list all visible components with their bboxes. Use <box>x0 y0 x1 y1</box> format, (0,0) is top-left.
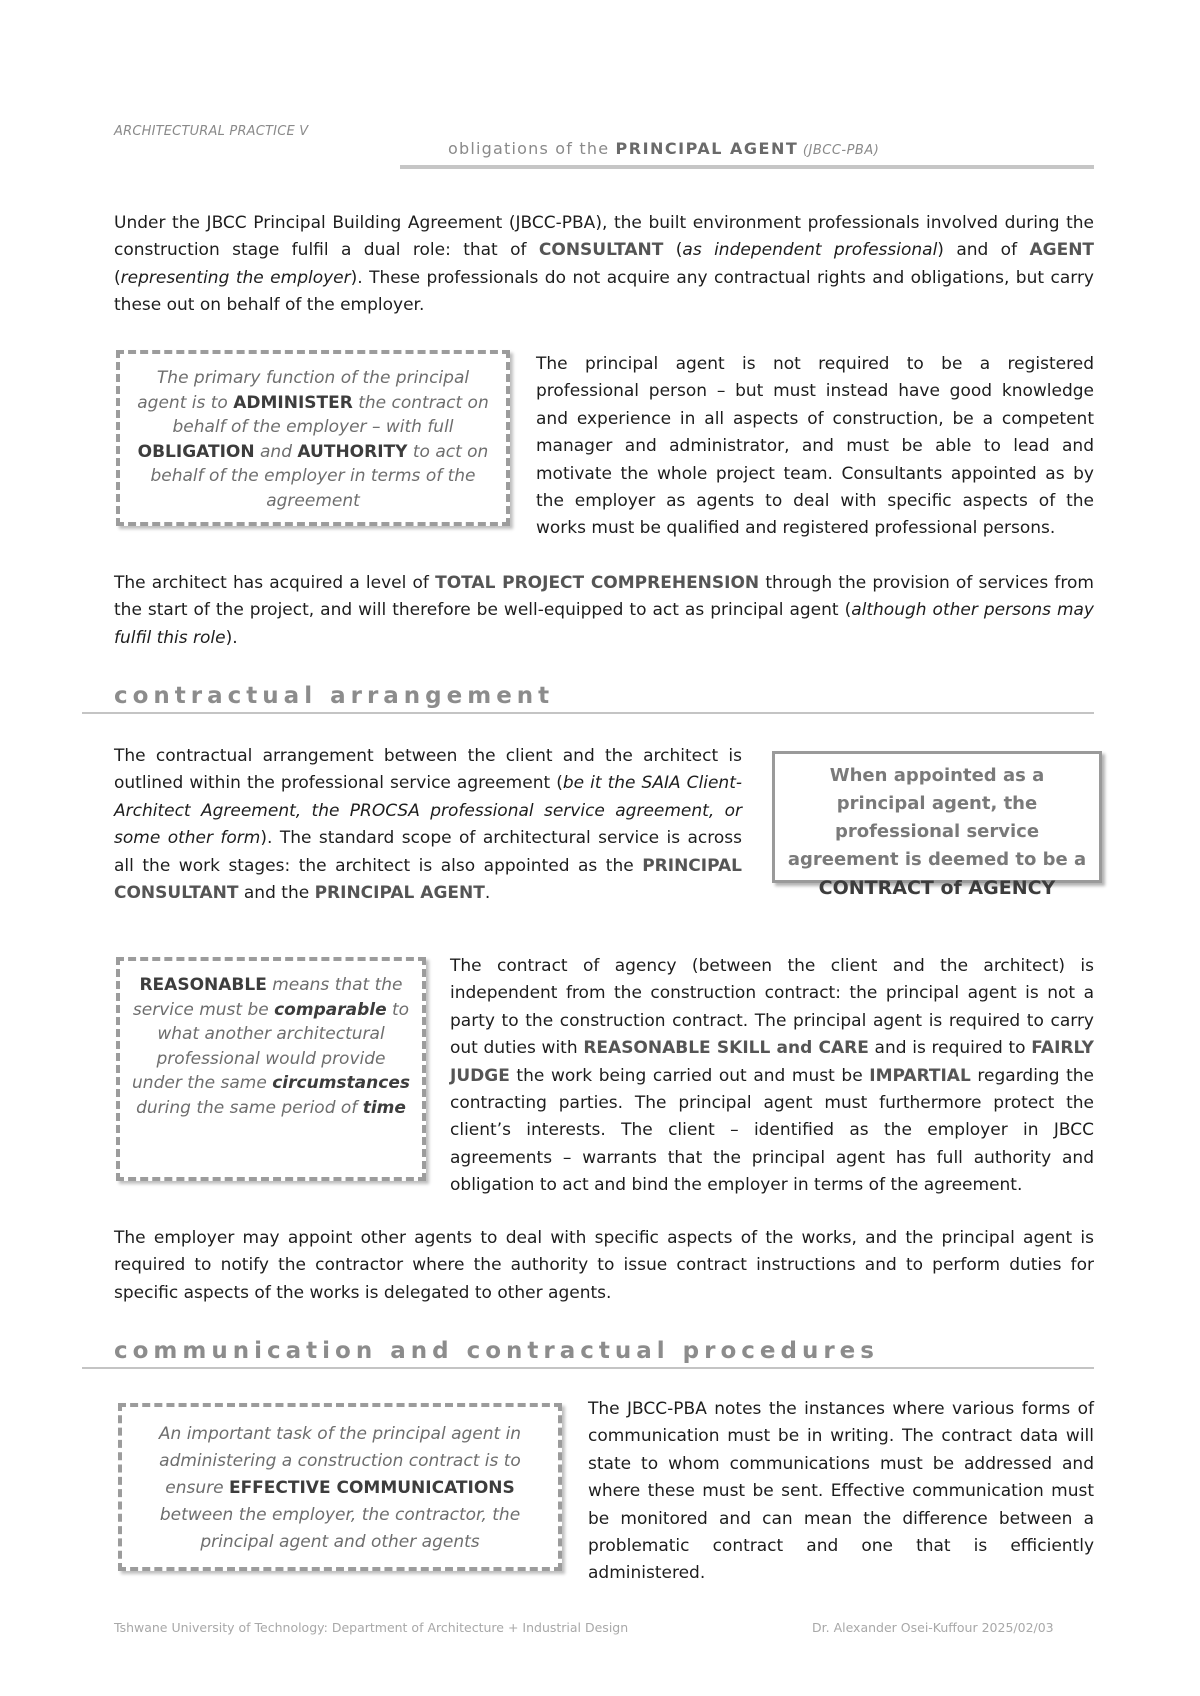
contract-of-agency-callout: When appointed as a principal agent, the professional service agreement is deemed to be a CONTRACT of AGENCY <box>772 751 1102 883</box>
principal-agent-requirements-paragraph: The principal agent is not required to be a registered professional person – but must instead have good knowledge and experience in all aspects of construction, be a competent manager and administrator, and must be able to lead and motivate the whole project team. Consultants appointed as by the employer as agents to deal with specific aspects of the works must be qualified and registered professional persons. <box>536 354 1094 539</box>
other-agents-paragraph: The employer may appoint other agents to deal with specific aspects of the works, and the principal agent is required to notify the contractor where the authority to issue contract instructions and to perform duties for specific aspects of the works is delegated to other agents. <box>114 1228 1094 1303</box>
page-title <box>448 139 879 158</box>
architect-comprehension-paragraph: The architect has acquired a level of TOTAL PROJECT COMPREHENSION through the provision of services from the start of the project, and will therefore be well-equipped to act as principal agent (although other persons may fulfil this role). <box>114 573 1094 648</box>
reasonable-definition-callout: REASONABLE means that the service must be comparable to what another architectural professional would provide under the same circumstances during the same period of time <box>116 957 426 1181</box>
section-divider <box>82 1367 1094 1369</box>
contractual-arrangement-paragraph: The contractual arrangement between the client and the architect is outlined within the professional service agreement (be it the SAIA Client-Architect Agreement, the PROCSA professional service agreement, or some other form). The standard scope of architectural service is across all the work stages: the architect is also appointed as the PRINCIPAL CONSULTANT and the PRINCIPAL AGENT. <box>114 746 743 904</box>
primary-function-callout: The primary function of the principal agent is to ADMINISTER the contract on behalf of the employer – with full OBLIGATION and AUTHORITY to act on behalf of the employer in terms of the agreement <box>116 350 510 526</box>
contract-of-agency-paragraph: The contract of agency (between the client and the architect) is independent from the construction contract: the principal agent is not a party to the construction contract. The principal agent is required to carry out duties with REASONABLE SKILL and CARE and is required to FAIRLY JUDGE the work being carried out and must be IMPARTIAL regarding the contracting parties. The principal agent must furthermore protect the client’s interests. The client – identified as the employer in JBCC agreements – warrants that the principal agent has full authority and obligation to act and bind the employer in terms of the agreement. <box>450 956 1094 1196</box>
title-suffix: (JBCC-PBA) <box>798 143 880 158</box>
section-heading-contractual-arrangement: contractual arrangement <box>114 683 555 709</box>
footer-author-date: Dr. Alexander Osei-Kuffour 2025/02/03 <box>812 1620 1054 1635</box>
effective-communications-callout: An important task of the principal agent in administering a construction contract is to ensure EFFECTIVE COMMUNICATIONS between the employer, the contractor, the principal agent and other agents <box>118 1403 562 1571</box>
section-heading-communication: communication and contractual procedures <box>114 1338 879 1364</box>
header-divider <box>400 165 1094 169</box>
section-divider <box>82 712 1094 714</box>
title-main: PRINCIPAL AGENT <box>615 139 799 158</box>
intro-paragraph: Under the JBCC Principal Building Agreement (JBCC-PBA), the built environment professionals involved during the construction stage fulfil a dual role: that of CONSULTANT (as independent professional) and of AGENT (representing the employer). These professionals do not acquire any contractual rights and obligations, but carry these out on behalf of the employer. <box>114 213 1095 316</box>
course-label: ARCHITECTURAL PRACTICE V <box>114 124 309 139</box>
footer-institution: Tshwane University of Technology: Department of Architecture + Industrial Design <box>114 1620 629 1635</box>
title-prefix: obligations of the <box>448 139 616 158</box>
communication-paragraph: The JBCC-PBA notes the instances where various forms of communication must be in writing. The contract data will state to whom communications must be addressed and where these must be sent. Effective communication must be monitored and can mean the difference between a problematic contract and one that is efficiently administered. <box>588 1399 1094 1584</box>
